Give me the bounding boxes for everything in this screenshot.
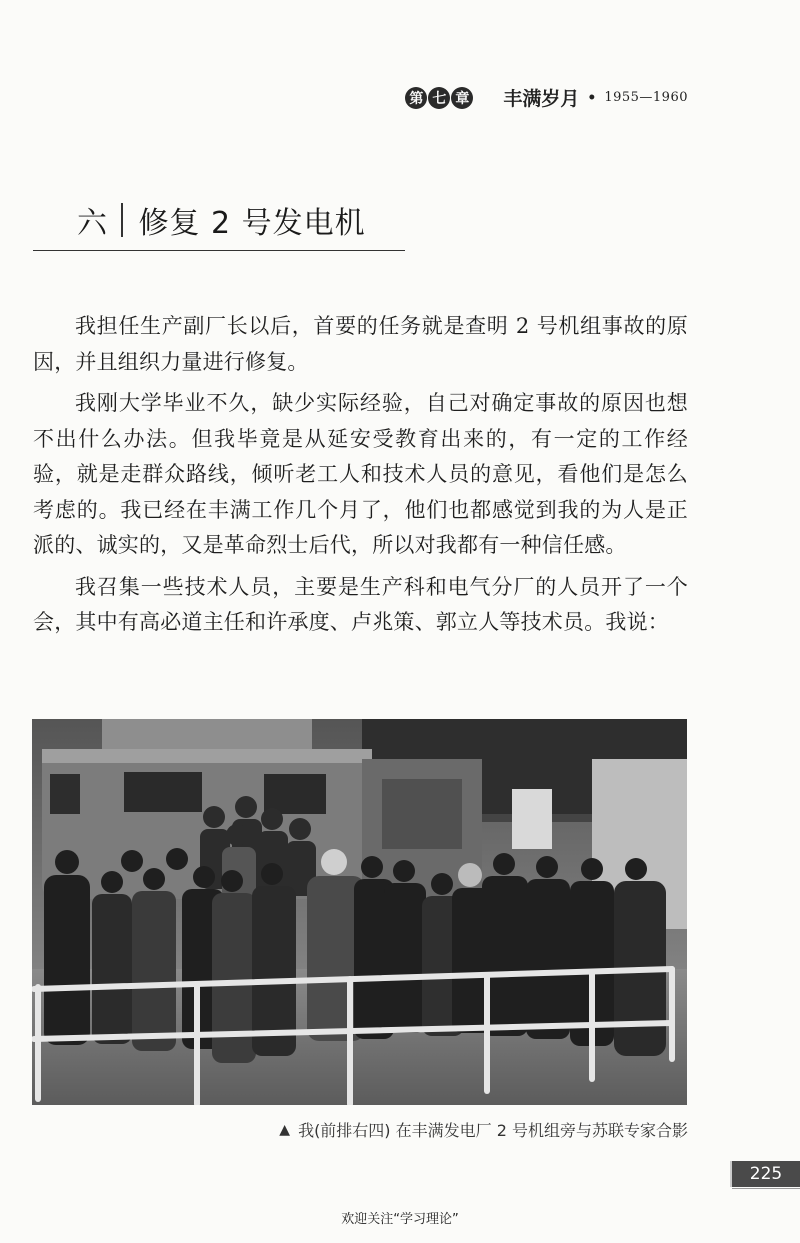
chapter-badge bbox=[405, 87, 473, 109]
group-photo-illustration bbox=[32, 719, 687, 1105]
chapter-char-2: 七 bbox=[428, 87, 450, 109]
chapter-title: 丰满岁月 bbox=[503, 88, 580, 110]
page-number: 225 bbox=[730, 1161, 800, 1187]
section-heading bbox=[33, 198, 405, 251]
paragraph: 我刚大学毕业不久，缺少实际经验，自己对确定事故的原因也想不出什么办法。但我毕竟是从延安受教育出来的，有一定的工作经验，就是走群众路线，倾听老工人和技术人员的意见，看他们是怎么考虑的。我已经在丰满工作几个月了，他们也都感觉到我的为人是正派的、诚实的，又是革命烈士后代，所以对我都有一种信任感。 bbox=[33, 391, 688, 557]
chapter-years: 1955—1960 bbox=[604, 90, 688, 105]
chapter-char-3: 章 bbox=[451, 87, 473, 109]
photo-caption bbox=[279, 1118, 688, 1141]
header-separator: • bbox=[587, 89, 597, 106]
section-title: 修复 2 号发电机 bbox=[138, 206, 366, 241]
group-photo bbox=[32, 719, 687, 1105]
paragraph: 我担任生产副厂长以后，首要的任务就是查明 2 号机组事故的原因，并且组织力量进行修复。 bbox=[33, 314, 688, 374]
caption-text: 我(前排右四) 在丰满发电厂 2 号机组旁与苏联专家合影 bbox=[298, 1121, 688, 1140]
footer-note: 欢迎关注“学习理论” bbox=[341, 1212, 459, 1227]
section-divider bbox=[121, 203, 123, 237]
paragraph: 我召集一些技术人员，主要是生产科和电气分厂的人员开了一个会，其中有高必道主任和许承度、卢兆策、郭立人等技术员。我说： bbox=[33, 574, 688, 634]
section-number: 六 bbox=[77, 206, 107, 241]
page-number-rule bbox=[732, 1188, 800, 1189]
triangle-up-icon: ▲ bbox=[279, 1121, 291, 1138]
body-text bbox=[33, 309, 688, 647]
chapter-char-1: 第 bbox=[405, 87, 427, 109]
running-header bbox=[405, 84, 688, 111]
